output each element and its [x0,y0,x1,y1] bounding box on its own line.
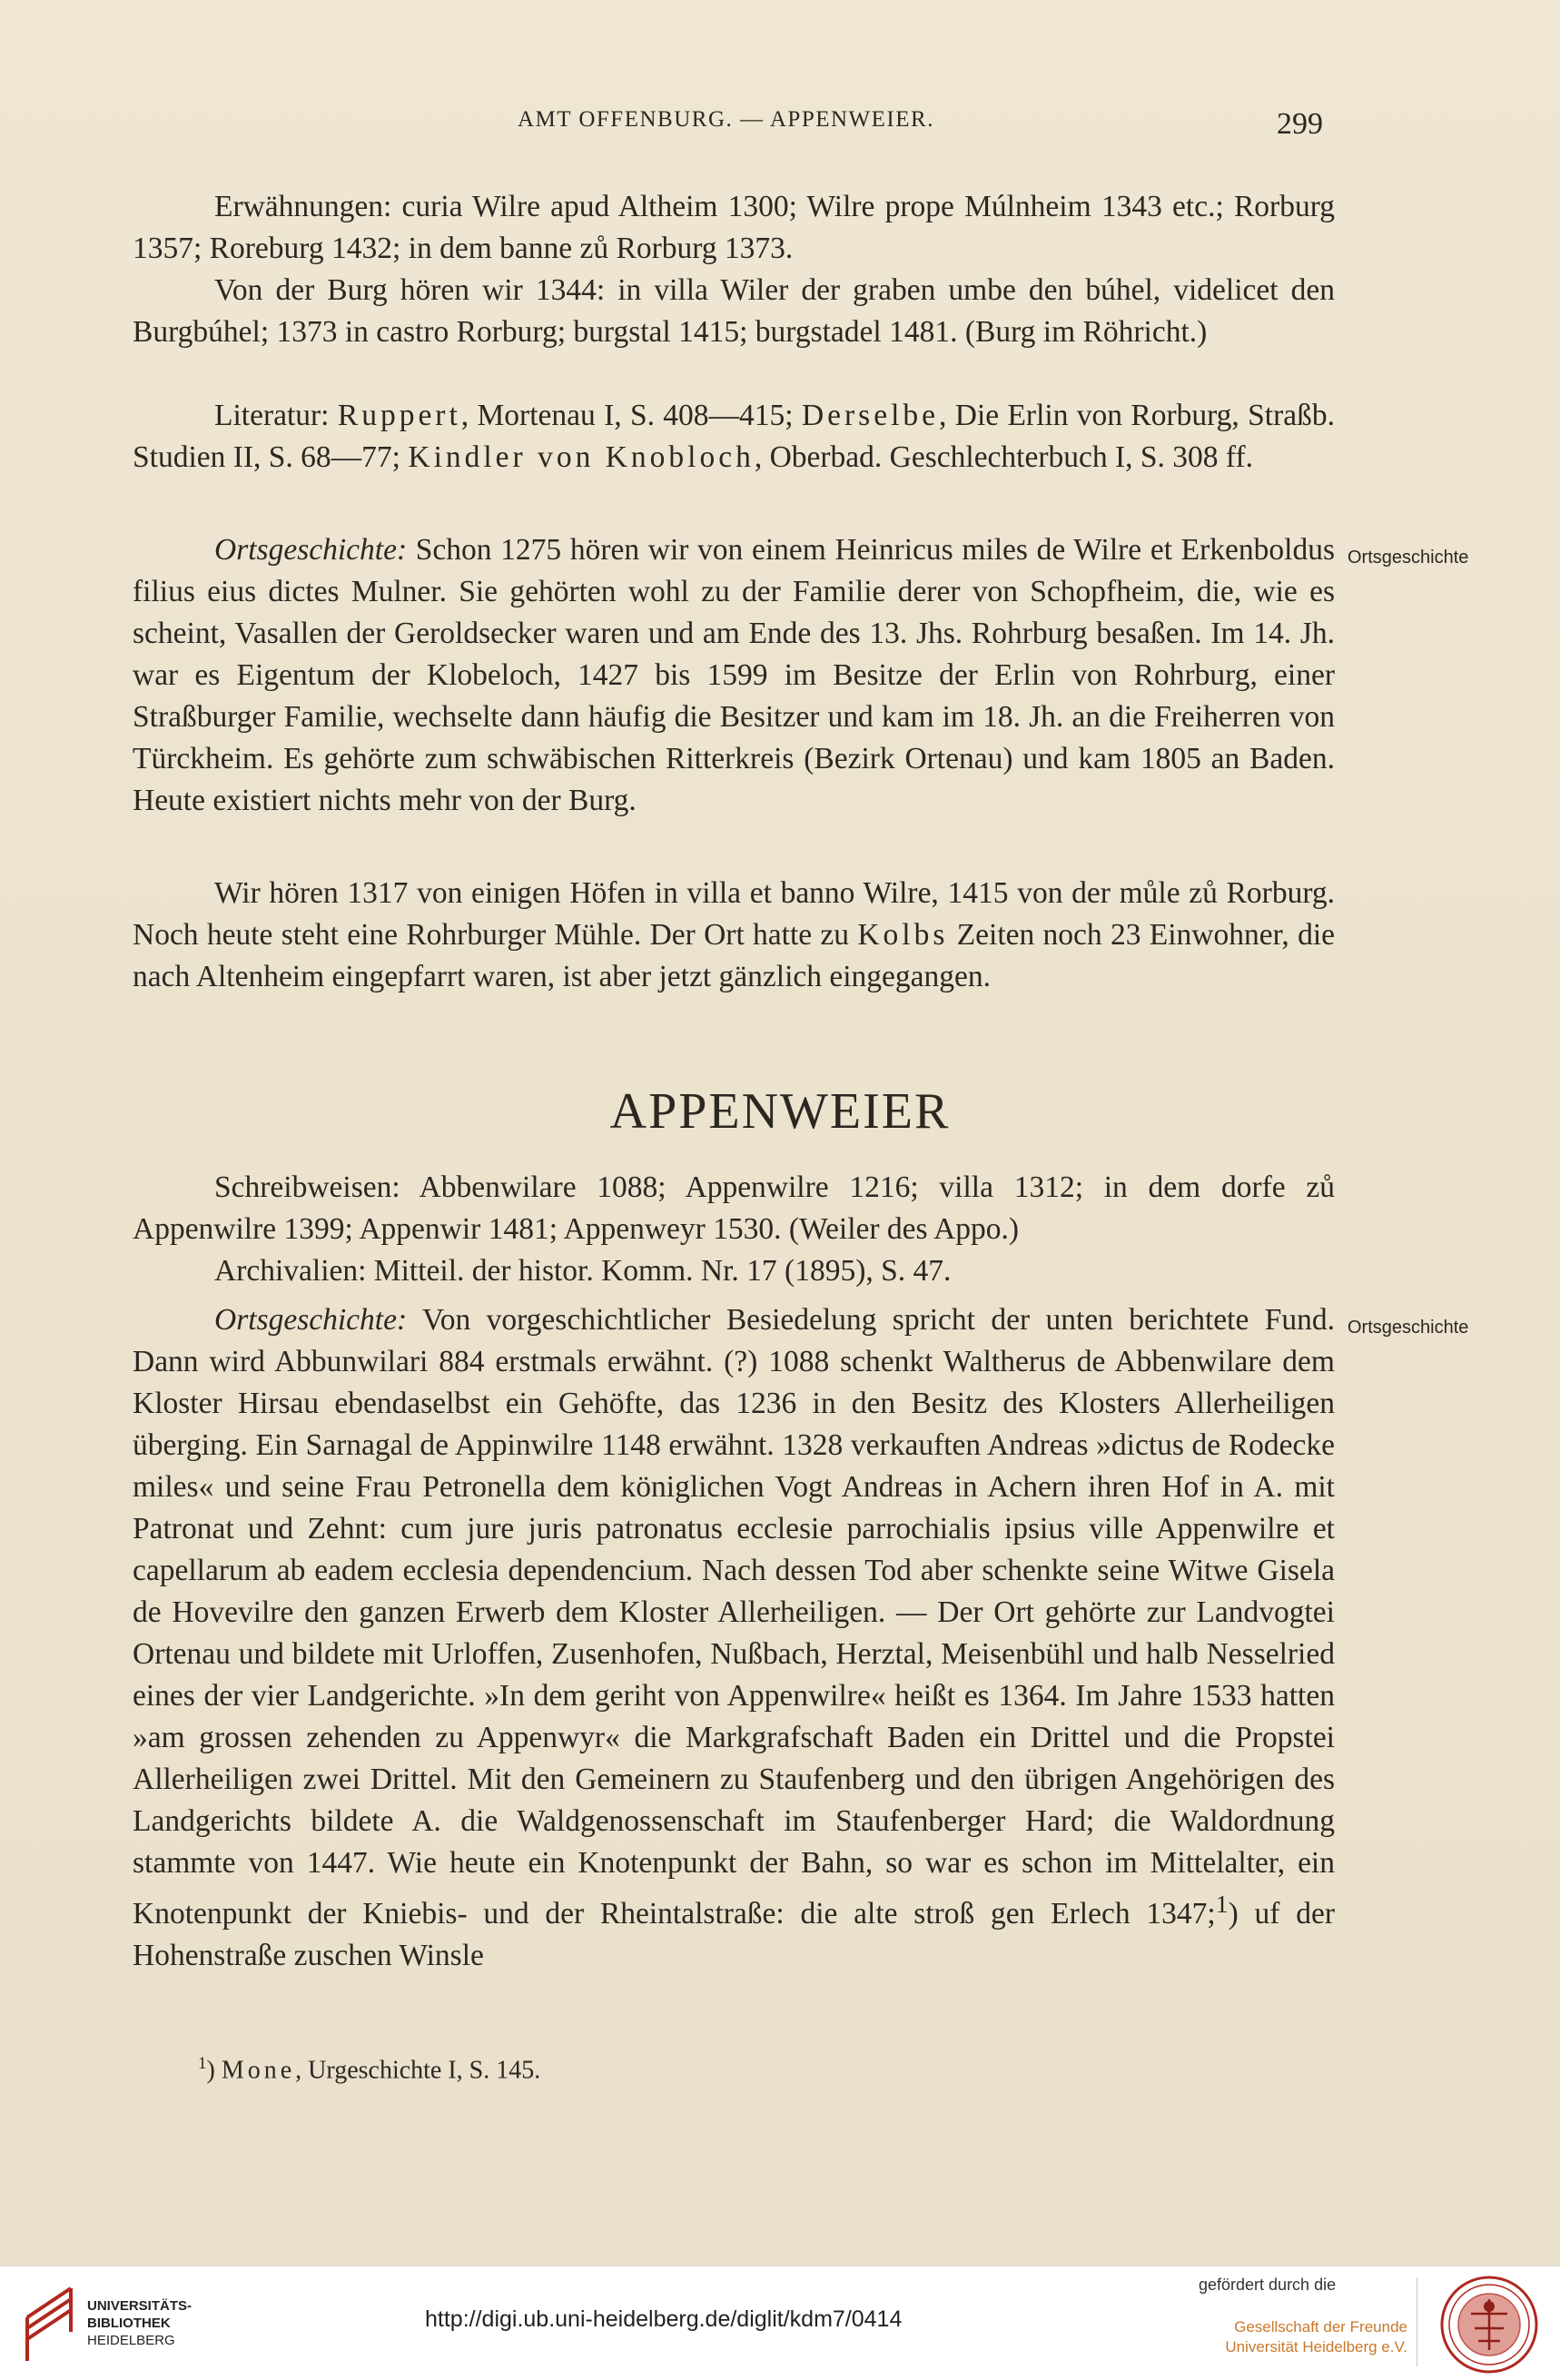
literatur-text: , Oberbad. Geschlechterbuch I, S. 308 ff. [754,440,1253,474]
running-head: AMT OFFENBURG. — APPENWEIER. [518,107,934,132]
hoefe-text: Wir hören 1317 von einigen Höfen in villa et banno Wilre, 1415 von der můle zů Rorburg. Noch heute steht eine Rohrburger Mühle. Der Ort hatte zu [133,876,1335,952]
footer-bar [0,2266,1560,2380]
ortsgeschichte-label: Ortsgeschichte: [214,533,408,567]
paragraph-literatur [133,395,1335,479]
library-name [87,2297,192,2349]
ortsgeschichte-text: Von vorgeschichtlicher Besiedelung spricht der unten berichtete Fund. Dann wird Abbunwilari 884 erstmals erwähnt. (?) 1088 schenkt Waltherus de Abbenwilare dem Kloster Hirsau ebendaselbst ein Gehöfte, das 1236 in den Besitz des Klosters Allerheiligen überging. Ein Sarnagal de Appinwilre 1148 erwähnt. 1328 verkauften Andreas »dictus de Rodecke miles« und seine Frau Petronella dem königlichen Vogt Andreas in Achern ihren Hof in A. mit Patronat und Zehnt: cum jure juris patronatus ecclesie parrochialis ipsius ville Appenwilre et capellarum ab eadem ecclesia dependencium. Nach dessen Tod aber schenkte seine Witwe Gisela de Hovevilre den ganzen Erwerb dem Kloster Allerheiligen. — Der Ort gehörte zur Landvogtei Ortenau und bildete mit Urloffen, Zusenhofen, Nußbach, Herztal, Meisenbühl und halb Nesselried eines der vier Landgerichte. »In dem geriht von Appenwilre« heißt es 1364. Im Jahre 1533 hatten »am grossen zehenden zu Appenwyr« die Markgrafschaft Baden ein Drittel und die Propstei Allerheiligen zwei Drittel. Mit den Gemeinern zu Staufenberg und den übrigen Angehörigen des Landgerichts bildete A. die Waldgenossenschaft im Staufenberger Hard; die Waldordnung stammte von 1447. Wie heute ein Knotenpunkt der Bahn, so war es schon im Mittelalter, ein Knotenpunkt der Kniebis- und der Rheintalstraße: die alte stroß gen Erlech 1347; [133,1303,1335,1931]
sponsor-name-line: Universität Heidelberg e.V. [1225,2338,1407,2355]
paragraph-ortsgeschichte-rohrburg [133,529,1335,822]
literatur-text: , Die Erlin von Rorburg, Straßb. Studien II, S. 68—77; [133,399,1335,474]
ortsgeschichte-text: ) uf der Hohenstraße zuschen Winsle [133,1897,1335,1973]
university-library-logo-icon[interactable] [20,2281,78,2365]
sponsor-name-line: Gesellschaft der Freunde [1234,2318,1407,2336]
author-name: Derselbe [801,399,940,432]
university-seal-icon [1438,2274,1540,2375]
literatur-lead: Literatur: [214,399,338,432]
margin-note-ortsgeschichte: Ortsgeschichte [1348,1318,1469,1338]
document-url-link[interactable]: http://digi.ub.uni-heidelberg.de/diglit/kdm7/0414 [425,2306,903,2332]
library-name-line: HEIDELBERG [87,2333,175,2348]
author-name: Ruppert [337,399,461,432]
paragraph-ortsgeschichte-appenweier [133,1299,1335,1977]
library-name-line: BIBLIOTHEK [87,2316,171,2331]
paragraph-burg: Von der Burg hören wir 1344: in villa Wiler der graben umbe den búhel, videlicet den Burgbúhel; 1373 in castro Rorburg; burgstal 1415; burgstadel 1481. (Burg im Röhricht.) [133,273,1335,349]
paragraph-archivalien: Archivalien: Mitteil. der histor. Komm. Nr. 17 (1895), S. 47. [214,1254,952,1288]
hoefe-text: Zeiten noch 23 Einwohner, die nach Altenheim eingepfarrt waren, ist aber jetzt gänzlich eingegangen. [133,918,1335,993]
paragraph-schreibweisen: Schreibweisen: Abbenwilare 1088; Appenwilre 1216; villa 1312; in dem dorfe zů Appenwilre 1399; Appenwir 1481; Appenweyr 1530. (Weiler des Appo.) [133,1170,1335,1246]
author-name: Kolbs [857,918,949,952]
sponsor-name[interactable] [1215,2317,1407,2357]
ortsgeschichte-label: Ortsgeschichte: [214,1303,408,1337]
footnote-text: , Urgeschichte I, S. 145. [295,2056,541,2085]
footnote-reference[interactable]: 1 [1215,1891,1229,1919]
footnote-marker: 1 [198,2054,207,2073]
footnote-bracket: ) [206,2056,222,2085]
page-number: 299 [1277,107,1323,141]
footnote [198,2054,540,2085]
margin-note-ortsgeschichte: Ortsgeschichte [1348,548,1469,568]
sponsor-intro: gefördert durch die [1199,2276,1337,2294]
author-name: Mone [221,2056,296,2085]
ortsgeschichte-text: Schon 1275 hören wir von einem Heinricus miles de Wilre et Erkenboldus filius eius dictes Mulner. Sie gehörten wohl zu der Familie derer von Schopfheim, die, wie es scheint, Vasallen der Geroldsecker waren und am Ende des 13. Jhs. Rohrburg besaßen. Im 14. Jh. war es Eigentum der Klobeloch, 1427 bis 1599 im Besitze der Erlin von Rohrburg, einer Straßburger Familie, wechselte dann häufig die Besitzer und kam im 18. Jh. an die Freiherren von Türckheim. Es gehörte zum schwäbischen Ritterkreis (Bezirk Ortenau) und kam 1805 an Baden. Heute existiert nichts mehr von der Burg. [133,533,1335,817]
literatur-text: , Mortenau I, S. 408—415; [460,399,802,432]
library-name-line: UNIVERSITÄTS- [87,2298,193,2314]
paragraph-erwaehnungen: Erwähnungen: curia Wilre apud Altheim 1300; Wilre prope Múlnheim 1343 etc.; Rorburg 1357; Roreburg 1432; in dem banne zů Rorburg 1373. [133,190,1335,265]
paragraph-hoefe [133,873,1335,998]
author-name: Kindler von Knobloch [408,440,755,474]
section-title: APPENWEIER [609,1083,951,1140]
